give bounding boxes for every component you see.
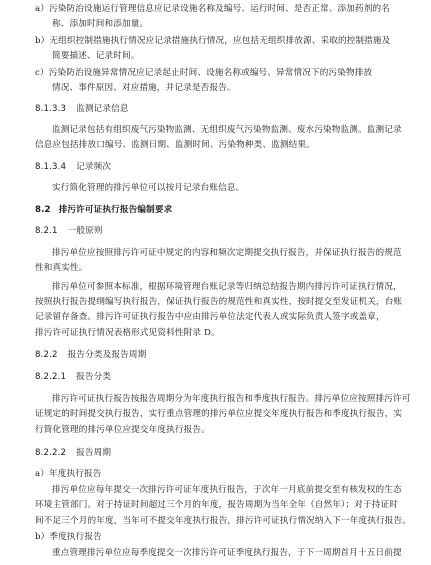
paragraph-line: 简要描述、记录时间。 [52,51,140,61]
section-title: 记录频次 [76,162,112,172]
paragraph-line: 排污单位应按照排污许可证中规定的内容和频次定期提交执行报告，并保证执行报告的规范 [52,248,402,258]
paragraph-line: 按照执行报告提纲编写执行报告，保证执行报告的规范性和真实性，按时提交至发证机关，台账 [35,297,403,307]
paragraph-line: c）污染防治设施异常情况应记录起止时间、设施名称或编号、异常情况下的污染物排放 [35,68,373,78]
section-heading [35,372,111,383]
section-heading [35,104,129,115]
section-number: 8.1.3.4 [35,162,67,172]
section-title: 监测记录信息 [76,104,129,114]
list-item-label: b）季度执行报告 [35,532,102,542]
paragraph-line: 性和真实性。 [35,263,88,273]
paragraph-line: 证规定的时间提交执行报告，实行重点管理的排污单位应提交年度执行报告和季度执行报告，实 [35,409,403,419]
section-number: 8.2.1 [35,226,58,236]
section-title: 一般原则 [67,226,103,236]
section-number: 8.2 [35,205,51,215]
section-heading [35,162,111,173]
section-number: 8.2.2.2 [35,448,67,458]
section-title: 报告分类 [76,372,112,382]
paragraph-line: a）污染防治设施运行管理信息应记录设施名称及编号、运行时间、是否正常、添加药剂的名 [35,4,391,14]
section-heading [35,226,103,237]
paragraph-line: 间不足三个月的年度，当年可不提交年度执行报告，排污许可证执行情况纳入下一年度执行报告。 [35,516,411,526]
section-number: 8.2.2 [35,350,58,360]
paragraph-line: 实行简化管理的排污单位可以按月记录台账信息。 [52,183,245,193]
paragraph-line: 排污许可证执行报告按报告周期分为年度执行报告和季度执行报告。排污单位应按照排污许可 [52,394,411,404]
paragraph-line: 记录留存备查。排污许可证执行报告中应由排污单位法定代表人或实际负责人签字或盖章， [35,312,385,322]
paragraph-line: b）无组织控制措施执行情况应记录措施执行情况，应包括无组织排放源、采取的控制措施及 [35,36,391,46]
paragraph-line: 环境主管部门。对于持证时间超过三个月的年度，报告周期为当年全年（自然年）；对于持证时 [35,500,398,510]
section-title: 报告分类及报告周期 [67,350,147,360]
section-number: 8.2.2.1 [35,372,67,382]
paragraph-line: 监测记录包括有组织废气污染物监测、无组织废气污染物监测、废水污染物监测。监测记录 [52,125,402,135]
section-heading [35,350,146,361]
paragraph-line: 行简化管理的排污单位应提交年度执行报告。 [35,425,210,435]
paragraph-line: 排污单位可参照本标准，根据环境管理台账记录等归纳总结报告期内排污许可证执行情况， [52,282,402,292]
section-title: 排污许可证执行报告编制要求 [58,205,173,215]
paragraph-line: 重点管理排污单位应每季度提交一次排污许可证季度执行报告，于下一周期首月十五日前提 [52,548,402,558]
list-item-label: a）年度执行报告 [35,469,102,479]
paragraph-line: 称、添加时间和添加量。 [52,19,149,29]
paragraph-line: 情况、事件原因、对应措施，并记录是否报告。 [52,83,236,93]
paragraph-line: 排污单位应每年提交一次排污许可证年度执行报告，于次年一月底前提交至有核发权的生态 [52,485,402,495]
section-heading [35,205,172,216]
section-title: 报告周期 [76,448,112,458]
section-number: 8.1.3.3 [35,104,67,114]
paragraph-line: 排污许可证执行情况表格形式见资料性附录 D。 [35,328,220,338]
paragraph-line: 信息应包括排放口编号、监测日期、监测时间、污染物种类、监测结果。 [35,140,315,150]
section-heading [35,448,111,459]
